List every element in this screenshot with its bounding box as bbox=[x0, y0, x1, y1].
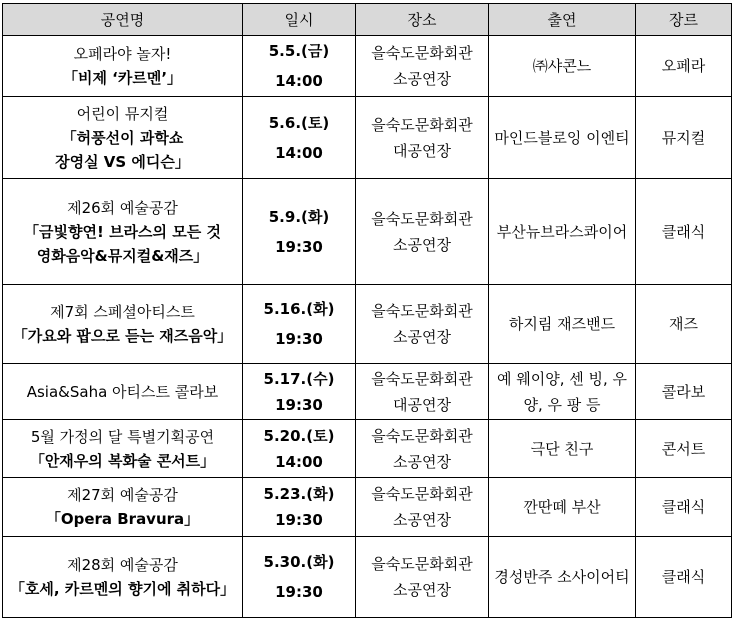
header-row bbox=[3, 4, 732, 36]
date-text: 5.9.(화) bbox=[268, 207, 330, 226]
performer-cell: 깐딴떼 부산 bbox=[489, 478, 636, 537]
date-text: 5.16.(화) bbox=[263, 300, 335, 318]
title-cell bbox=[3, 36, 243, 97]
venue-cell bbox=[356, 97, 489, 179]
time-text: 19:30 bbox=[275, 395, 323, 414]
venue-cell bbox=[356, 179, 489, 285]
title-main: 「허풍선이 과학쇼 bbox=[61, 128, 184, 147]
venue-cell bbox=[356, 537, 489, 618]
table-row bbox=[3, 285, 732, 364]
date-cell bbox=[243, 420, 356, 478]
performer-cell: 경성반주 소사이어티 bbox=[489, 537, 636, 618]
venue-name: 을숙도문화회관 bbox=[371, 115, 473, 134]
time-text: 19:30 bbox=[275, 511, 323, 529]
venue-name: 을숙도문화회관 bbox=[371, 369, 473, 388]
title-main: 「금빛향연! 브라스의 모든 것 bbox=[24, 222, 221, 241]
venue-name: 을숙도문화회관 bbox=[371, 555, 473, 573]
title-cell bbox=[3, 97, 243, 179]
date-text: 5.20.(토) bbox=[263, 426, 335, 445]
time-text: 19:30 bbox=[275, 330, 323, 348]
title-subtitle: 어린이 뮤지컬 bbox=[76, 104, 169, 123]
venue-hall: 대공연장 bbox=[393, 395, 451, 414]
title-subtitle: 제7회 스페셜아티스트 bbox=[50, 303, 195, 321]
genre-cell: 콘서트 bbox=[636, 420, 732, 478]
title-subtitle: 5월 가정의 달 특별기획공연 bbox=[30, 427, 215, 446]
date-text: 5.5.(금) bbox=[268, 42, 330, 60]
title-cell bbox=[3, 364, 243, 420]
date-cell bbox=[243, 537, 356, 618]
venue-cell bbox=[356, 36, 489, 97]
title-main: 「호세, 카르멘의 향기에 취하다」 bbox=[9, 580, 236, 598]
title-cell bbox=[3, 420, 243, 478]
venue-cell bbox=[356, 478, 489, 537]
venue-hall: 소공연장 bbox=[393, 328, 451, 346]
header-performer: 출연 bbox=[489, 4, 636, 36]
header-title: 공연명 bbox=[3, 4, 243, 36]
date-cell bbox=[243, 179, 356, 285]
table-row bbox=[3, 420, 732, 478]
date-text: 5.6.(토) bbox=[268, 113, 330, 132]
venue-cell bbox=[356, 364, 489, 420]
venue-hall: 대공연장 bbox=[393, 141, 451, 160]
venue-hall: 소공연장 bbox=[393, 70, 451, 88]
time-text: 14:00 bbox=[275, 72, 323, 90]
time-text: 19:30 bbox=[275, 583, 323, 601]
date-text: 5.23.(화) bbox=[263, 485, 335, 503]
date-cell bbox=[243, 364, 356, 420]
table-row bbox=[3, 97, 732, 179]
genre-cell: 재즈 bbox=[636, 285, 732, 364]
title-subtitle: 제27회 예술공감 bbox=[67, 486, 178, 504]
performer-cell: 부산뉴브라스콰이어 bbox=[489, 179, 636, 285]
performer-cell: 극단 친구 bbox=[489, 420, 636, 478]
table-row bbox=[3, 478, 732, 537]
genre-cell: 오페라 bbox=[636, 36, 732, 97]
venue-name: 을숙도문화회관 bbox=[371, 485, 473, 503]
title-cell bbox=[3, 285, 243, 364]
table-row bbox=[3, 36, 732, 97]
title-subtitle: 오페라야 놀자! bbox=[73, 45, 172, 63]
genre-cell: 뮤지컬 bbox=[636, 97, 732, 179]
genre-cell: 클래식 bbox=[636, 537, 732, 618]
performer-cell: 예 웨이양, 센 빙, 우 양, 우 팡 등 bbox=[489, 364, 636, 420]
venue-name: 을숙도문화회관 bbox=[371, 426, 473, 445]
title-subtitle: 제26회 예술공감 bbox=[67, 198, 178, 217]
table-row bbox=[3, 364, 732, 420]
title-main: Asia&Saha 아티스트 콜라보 bbox=[26, 382, 219, 401]
table-row bbox=[3, 537, 732, 618]
venue-hall: 소공연장 bbox=[393, 511, 451, 529]
title-main: 「가요와 팝으로 듣는 재즈음악」 bbox=[12, 327, 233, 345]
time-text: 19:30 bbox=[275, 237, 323, 256]
title-main: 「비제 ‘카르멘’」 bbox=[62, 69, 183, 87]
date-text: 5.30.(화) bbox=[263, 553, 335, 571]
performer-cell: ㈜샤콘느 bbox=[489, 36, 636, 97]
date-text: 5.17.(수) bbox=[263, 369, 335, 388]
title-cell bbox=[3, 478, 243, 537]
header-genre: 장르 bbox=[636, 4, 732, 36]
performer-cell: 마인드블로잉 이엔티 bbox=[489, 97, 636, 179]
table-row bbox=[3, 179, 732, 285]
title-cell bbox=[3, 537, 243, 618]
venue-name: 을숙도문화회관 bbox=[371, 44, 473, 62]
time-text: 14:00 bbox=[275, 143, 323, 162]
venue-cell bbox=[356, 420, 489, 478]
date-cell bbox=[243, 97, 356, 179]
genre-cell: 클래식 bbox=[636, 179, 732, 285]
header-venue: 장소 bbox=[356, 4, 489, 36]
venue-hall: 소공연장 bbox=[393, 452, 451, 471]
title-subtitle: 제28회 예술공감 bbox=[67, 556, 178, 574]
venue-name: 을숙도문화회관 bbox=[371, 302, 473, 320]
venue-cell bbox=[356, 285, 489, 364]
date-cell bbox=[243, 478, 356, 537]
venue-hall: 소공연장 bbox=[393, 235, 451, 254]
performance-schedule-table bbox=[2, 3, 732, 618]
venue-name: 을숙도문화회관 bbox=[371, 209, 473, 228]
title-main: 「Opera Bravura」 bbox=[45, 510, 200, 528]
date-cell bbox=[243, 285, 356, 364]
performer-cell: 하지림 재즈밴드 bbox=[489, 285, 636, 364]
title-cell bbox=[3, 179, 243, 285]
header-date: 일시 bbox=[243, 4, 356, 36]
venue-hall: 소공연장 bbox=[393, 581, 451, 599]
title-main-cont: 영화음악&뮤지컬&재즈」 bbox=[36, 246, 209, 265]
title-main-cont: 장영실 VS 에디슨」 bbox=[55, 152, 190, 171]
time-text: 14:00 bbox=[275, 452, 323, 471]
title-main: 「안재우의 복화술 콘서트」 bbox=[29, 451, 216, 470]
genre-cell: 클래식 bbox=[636, 478, 732, 537]
genre-cell: 콜라보 bbox=[636, 364, 732, 420]
date-cell bbox=[243, 36, 356, 97]
